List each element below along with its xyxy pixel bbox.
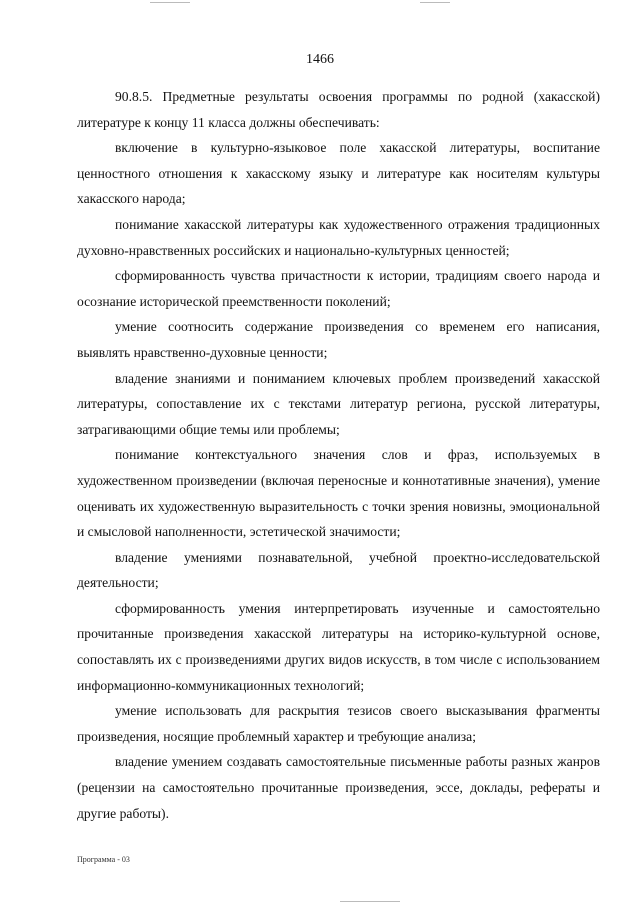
paragraph: сформированность умения интерпретировать изученные и самостоятельно прочитанные произведения хакасской литературы на историко-культурной основе, сопоставлять их с произведениями других видов искусств, в том числе с использованием информационно-коммуникационных технологий; — [77, 600, 600, 693]
paragraph: включение в культурно-языковое поле хакасской литературы, воспитание ценностного отношения к хакасскому языку и литературе как носителям культуры хакасского народа; — [77, 140, 600, 207]
paragraph: понимание контекстуального значения слов и фраз, используемых в художественном произведении (включая переносные и коннотативные значения), умение оценивать их художественную выразительность с точки зрения новизны, эмоциональной и смысловой наполненности, эстетической значимости; — [77, 447, 600, 540]
document-body — [77, 84, 600, 826]
page-footer: Программа - 03 — [77, 855, 130, 864]
paragraph: 90.8.5. Предметные результаты освоения программы по родной (хакасской) литературе к концу 11 класса должны обеспечивать: — [77, 89, 600, 130]
scan-edge-mark — [340, 901, 400, 902]
scan-edge-mark — [420, 2, 450, 3]
paragraph: умение использовать для раскрытия тезисов своего высказывания фрагменты произведения, носящие проблемный характер и требующие анализа; — [77, 703, 600, 744]
paragraph: понимание хакасской литературы как художественного отражения традиционных духовно-нравственных российских и национально-культурных ценностей; — [77, 216, 600, 258]
paragraph: владение умением создавать самостоятельные письменные работы разных жанров (рецензии на самостоятельно прочитанные произведения, эссе, доклады, рефераты и другие работы). — [77, 754, 600, 821]
paragraph: умение соотносить содержание произведения со временем его написания, выявлять нравственно-духовные ценности; — [77, 319, 600, 360]
paragraph: сформированность чувства причастности к истории, традициям своего народа и осознание исторической преемственности поколений; — [77, 268, 600, 309]
scan-edge-mark — [150, 2, 190, 3]
page-number: 1466 — [306, 52, 334, 67]
paragraph: владение знаниями и пониманием ключевых проблем произведений хакасской литературы, сопоставление их с текстами литератур региона, русской литературы, затрагивающими общие темы или проблемы; — [77, 370, 600, 437]
paragraph: владение умениями познавательной, учебной проектно-исследовательской деятельности; — [77, 549, 600, 591]
